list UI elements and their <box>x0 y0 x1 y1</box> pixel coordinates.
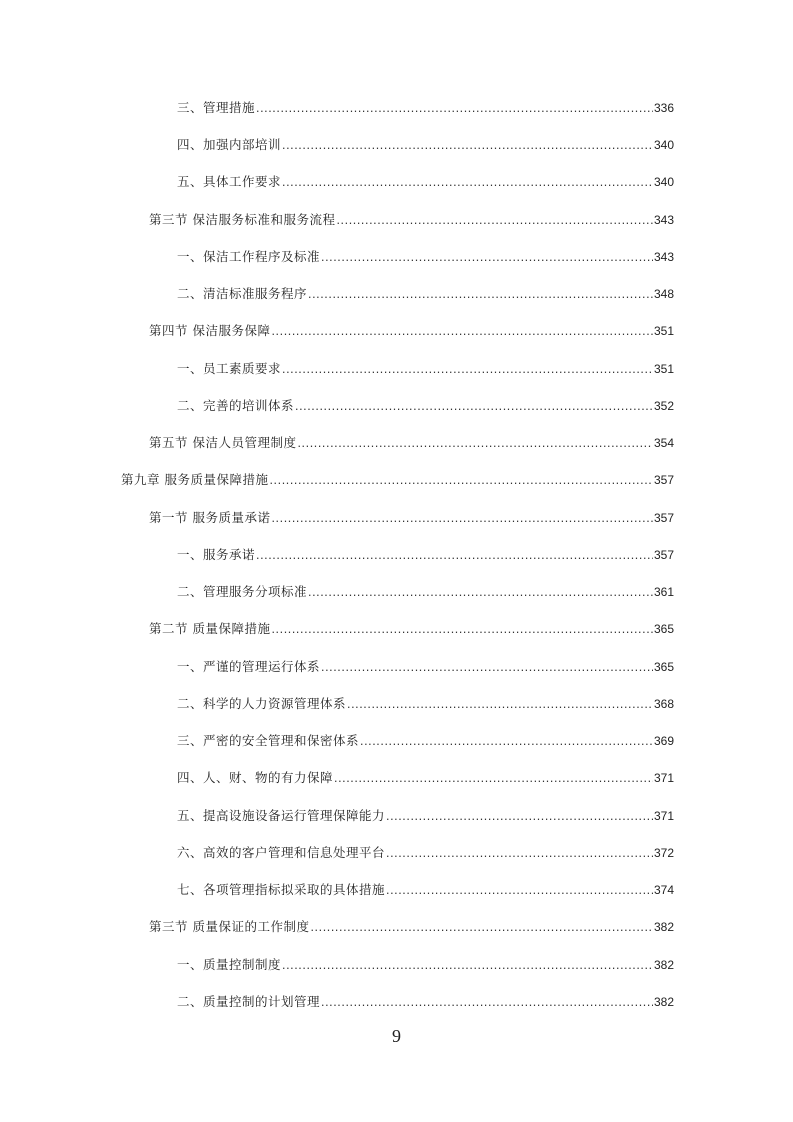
dot-leader <box>386 880 653 900</box>
toc-entry[interactable] <box>149 619 674 639</box>
toc-entry-title: 第五节 保洁人员管理制度 <box>149 435 297 450</box>
dot-leader <box>308 284 653 304</box>
toc-entry-title: 二、科学的人力资源管理体系 <box>177 696 347 711</box>
dot-leader <box>321 247 653 267</box>
toc-entry[interactable] <box>177 284 674 304</box>
toc-entry[interactable] <box>177 992 674 1012</box>
toc-entry[interactable] <box>177 98 674 118</box>
toc-entry-page: 368 <box>653 697 674 711</box>
toc-entry[interactable] <box>121 470 674 490</box>
dot-leader <box>297 433 652 453</box>
toc-entry[interactable] <box>149 321 674 341</box>
toc-entry-title: 四、人、财、物的有力保障 <box>177 770 334 785</box>
dot-leader <box>386 843 653 863</box>
toc-entry-page: 357 <box>653 511 674 525</box>
dot-leader <box>282 172 653 192</box>
toc-entry-title: 一、服务承诺 <box>177 547 256 562</box>
toc-entry-page: 354 <box>653 436 674 450</box>
toc-entry-title: 二、管理服务分项标准 <box>177 584 308 599</box>
toc-entry[interactable] <box>177 396 674 416</box>
toc-entry-page: 365 <box>653 622 674 636</box>
toc-entry-page: 336 <box>653 101 674 115</box>
toc-entry[interactable] <box>177 768 674 788</box>
toc-entry-title: 二、清洁标准服务程序 <box>177 286 308 301</box>
toc-entry[interactable] <box>149 433 674 453</box>
toc-entry[interactable] <box>149 508 674 528</box>
toc-entry[interactable] <box>177 843 674 863</box>
toc-entry-title: 一、保洁工作程序及标准 <box>177 249 321 264</box>
toc-entry-title: 四、加强内部培训 <box>177 137 282 152</box>
dot-leader <box>308 582 653 602</box>
toc-entry-title: 五、提高设施设备运行管理保障能力 <box>177 808 386 823</box>
dot-leader <box>256 98 653 118</box>
dot-leader <box>295 396 653 416</box>
toc-entry-title: 二、质量控制的计划管理 <box>177 994 321 1009</box>
toc-entry-title: 第三节 质量保证的工作制度 <box>149 919 310 934</box>
dot-leader <box>282 135 653 155</box>
toc-entry-page: 382 <box>653 995 674 1009</box>
dot-leader <box>271 508 652 528</box>
toc-entry-title: 三、严密的安全管理和保密体系 <box>177 733 360 748</box>
toc-entry-page: 371 <box>653 809 674 823</box>
toc-entry-title: 一、员工素质要求 <box>177 361 282 376</box>
dot-leader <box>386 806 653 826</box>
dot-leader <box>347 694 653 714</box>
toc-entry[interactable] <box>177 172 674 192</box>
toc-entry-page: 340 <box>653 175 674 189</box>
toc-entry-page: 351 <box>653 362 674 376</box>
toc-entry-title: 第二节 质量保障措施 <box>149 621 271 636</box>
dot-leader <box>336 210 652 230</box>
toc-entry-page: 365 <box>653 660 674 674</box>
dot-leader <box>282 359 653 379</box>
toc-entry-page: 382 <box>653 920 674 934</box>
toc-entry[interactable] <box>177 545 674 565</box>
toc-entry-title: 第九章 服务质量保障措施 <box>121 472 269 487</box>
toc-entry-page: 361 <box>653 585 674 599</box>
toc-entry-title: 三、管理措施 <box>177 100 256 115</box>
toc-entry-page: 374 <box>653 883 674 897</box>
toc-entry[interactable] <box>177 247 674 267</box>
toc-entry-page: 371 <box>653 771 674 785</box>
toc-entry-page: 357 <box>653 548 674 562</box>
dot-leader <box>269 470 652 490</box>
toc-entry-page: 357 <box>653 473 674 487</box>
dot-leader <box>321 657 653 677</box>
toc-entry[interactable] <box>149 210 674 230</box>
toc-entry[interactable] <box>177 731 674 751</box>
toc-entry[interactable] <box>177 657 674 677</box>
toc-entry-title: 第三节 保洁服务标准和服务流程 <box>149 212 336 227</box>
dot-leader <box>271 619 652 639</box>
toc-entry-title: 七、各项管理指标拟采取的具体措施 <box>177 882 386 897</box>
toc-entry-page: 343 <box>653 250 674 264</box>
toc-entry-title: 五、具体工作要求 <box>177 174 282 189</box>
toc-entry-page: 351 <box>653 324 674 338</box>
toc-entry[interactable] <box>177 135 674 155</box>
toc-entry-title: 二、完善的培训体系 <box>177 398 295 413</box>
toc-entry[interactable] <box>177 806 674 826</box>
dot-leader <box>321 992 653 1012</box>
toc-entry[interactable] <box>177 880 674 900</box>
toc-entry-page: 348 <box>653 287 674 301</box>
toc-entry-page: 382 <box>653 958 674 972</box>
toc-entry[interactable] <box>149 917 674 937</box>
toc-entry[interactable] <box>177 955 674 975</box>
toc-entry-title: 第四节 保洁服务保障 <box>149 323 271 338</box>
toc-entry[interactable] <box>177 582 674 602</box>
toc-entry[interactable] <box>177 694 674 714</box>
toc-entry-page: 340 <box>653 138 674 152</box>
toc-entry-title: 第一节 服务质量承诺 <box>149 510 271 525</box>
toc-entry-title: 六、高效的客户管理和信息处理平台 <box>177 845 386 860</box>
toc-entry-page: 343 <box>653 213 674 227</box>
toc-entry-title: 一、严谨的管理运行体系 <box>177 659 321 674</box>
page-number: 9 <box>392 1026 401 1046</box>
dot-leader <box>360 731 653 751</box>
dot-leader <box>271 321 652 341</box>
toc-entry-title: 一、质量控制制度 <box>177 957 282 972</box>
dot-leader <box>334 768 653 788</box>
dot-leader <box>256 545 653 565</box>
toc-entry[interactable] <box>177 359 674 379</box>
toc-entry-page: 369 <box>653 734 674 748</box>
toc-entry-page: 352 <box>653 399 674 413</box>
dot-leader <box>310 917 652 937</box>
dot-leader <box>282 955 653 975</box>
toc-entry-page: 372 <box>653 846 674 860</box>
